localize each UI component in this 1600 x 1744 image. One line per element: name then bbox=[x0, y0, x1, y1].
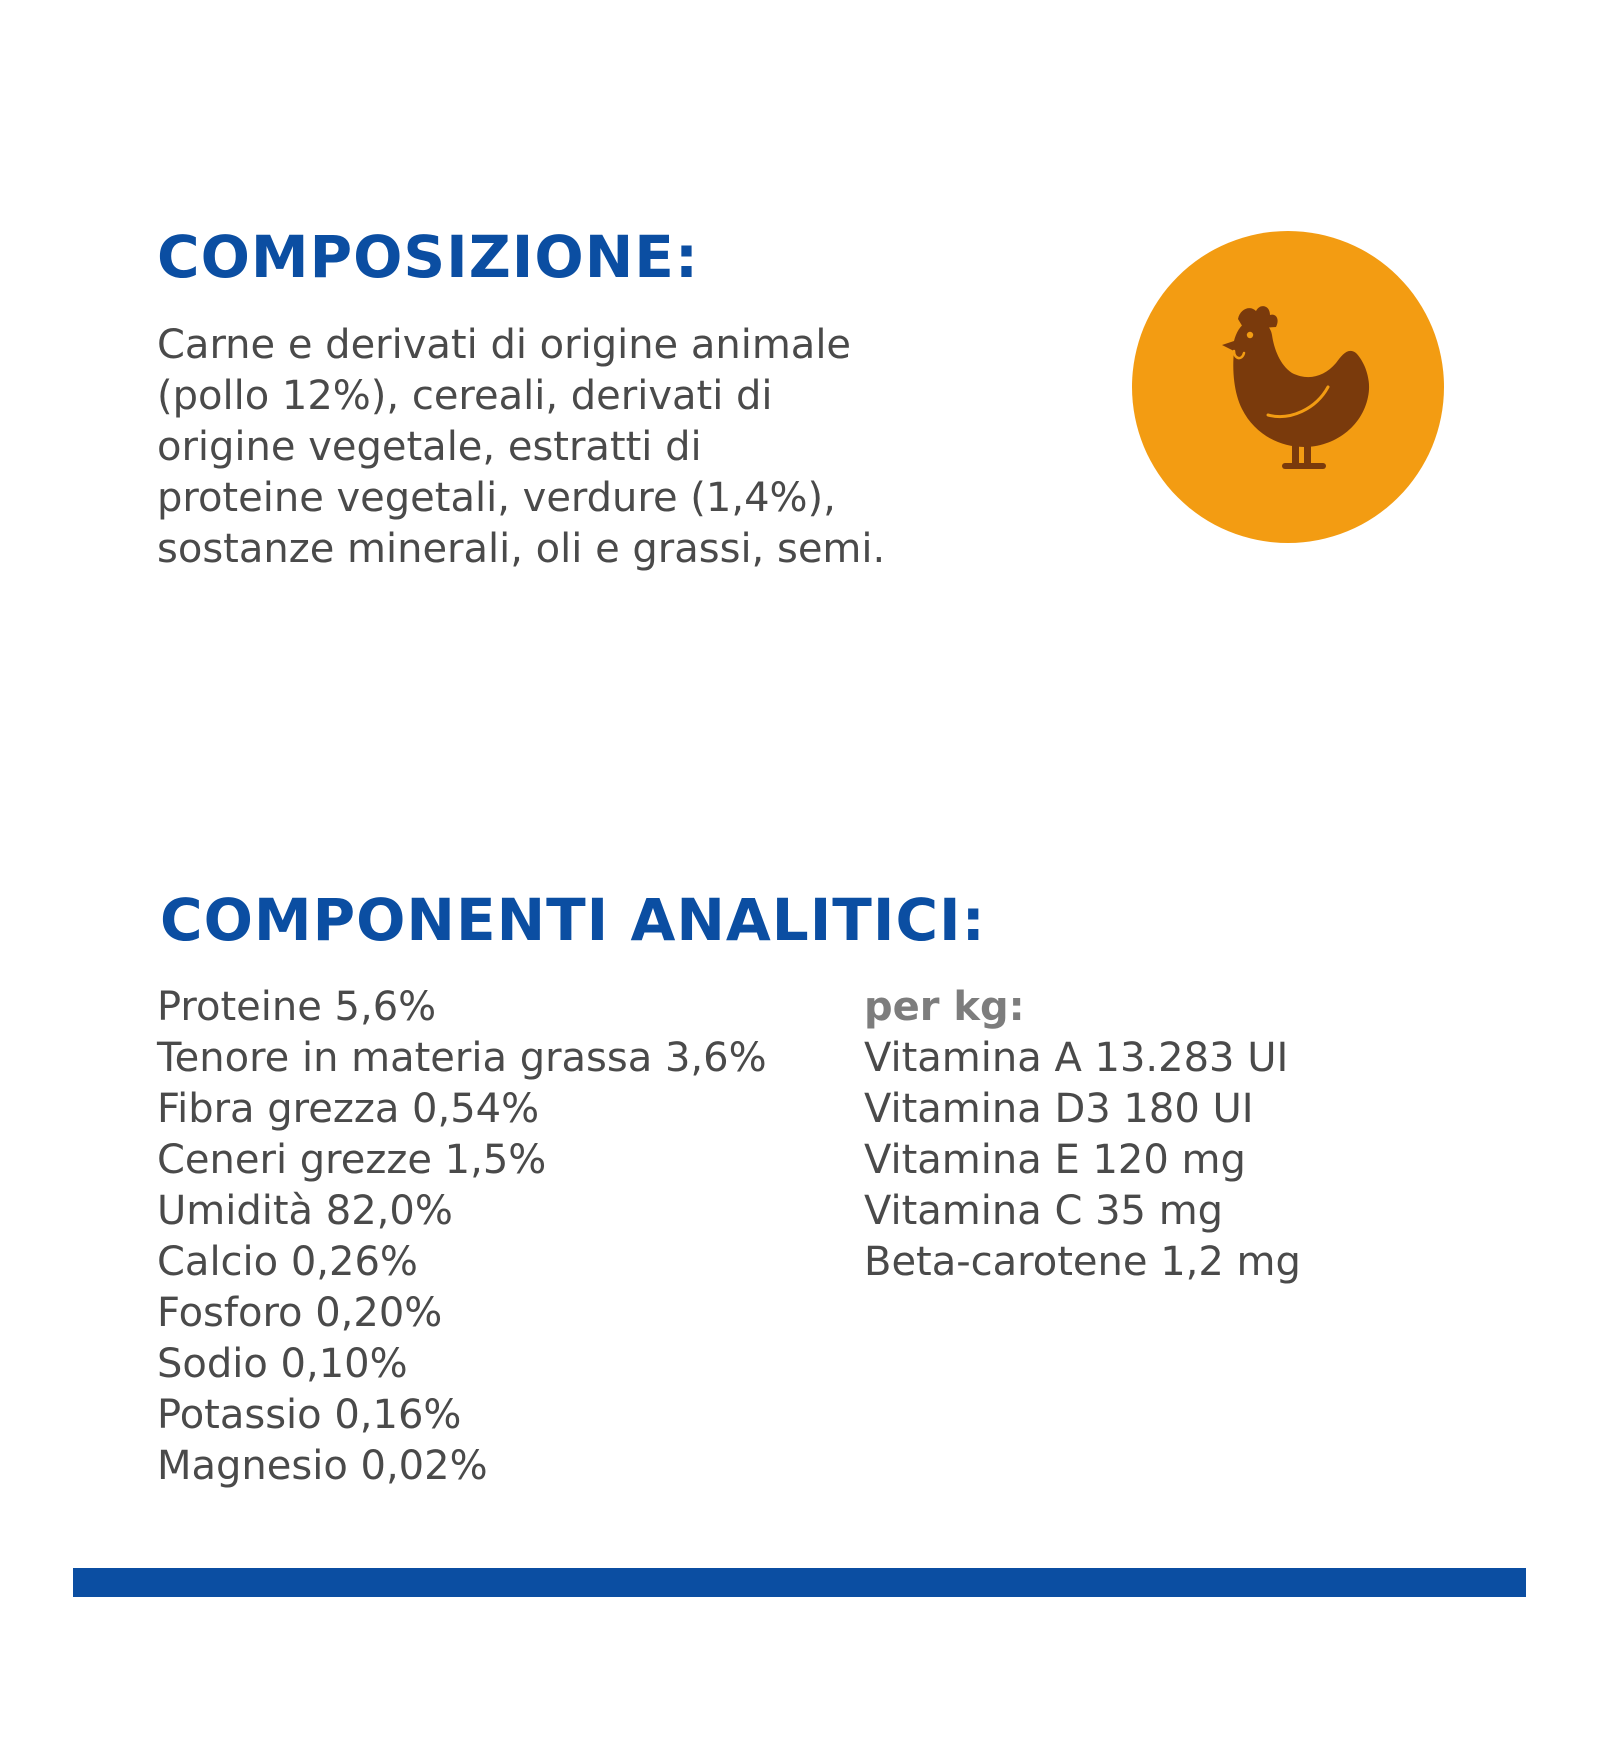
composition-line: Carne e derivati di origine animale bbox=[157, 322, 852, 368]
component-item: Potassio 0,16% bbox=[157, 1392, 462, 1438]
vitamin-item: Vitamina A 13.283 UI bbox=[864, 1035, 1289, 1081]
footer-bar bbox=[73, 1568, 1526, 1597]
component-item: Tenore in materia grassa 3,6% bbox=[157, 1035, 767, 1081]
component-item: Fibra grezza 0,54% bbox=[157, 1086, 540, 1132]
vitamin-item: Vitamina C 35 mg bbox=[864, 1188, 1224, 1234]
composition-line: origine vegetale, estratti di bbox=[157, 424, 702, 470]
vitamin-item: Beta-carotene 1,2 mg bbox=[864, 1239, 1301, 1285]
component-item: Magnesio 0,02% bbox=[157, 1443, 488, 1489]
component-item: Ceneri grezze 1,5% bbox=[157, 1137, 547, 1183]
per-kg-list bbox=[864, 982, 1301, 1288]
composition-line: sostanze minerali, oli e grassi, semi. bbox=[157, 526, 886, 572]
vitamin-item: Vitamina E 120 mg bbox=[864, 1137, 1246, 1183]
chicken-icon bbox=[1204, 297, 1384, 477]
analytical-heading: COMPONENTI ANALITICI: bbox=[160, 886, 986, 954]
component-item: Sodio 0,10% bbox=[157, 1341, 408, 1387]
component-item: Proteine 5,6% bbox=[157, 984, 437, 1030]
per-kg-label: per kg: bbox=[864, 984, 1025, 1030]
chicken-badge bbox=[1132, 231, 1444, 543]
vitamin-item: Vitamina D3 180 UI bbox=[864, 1086, 1254, 1132]
component-item: Fosforo 0,20% bbox=[157, 1290, 443, 1336]
composition-line: proteine vegetali, verdure (1,4%), bbox=[157, 475, 836, 521]
component-item: Umidità 82,0% bbox=[157, 1188, 453, 1234]
composition-heading: COMPOSIZIONE: bbox=[157, 223, 700, 291]
composition-line: (pollo 12%), cereali, derivati di bbox=[157, 373, 773, 419]
analytical-components-list bbox=[157, 982, 767, 1492]
component-item: Calcio 0,26% bbox=[157, 1239, 418, 1285]
composition-text bbox=[157, 320, 997, 575]
